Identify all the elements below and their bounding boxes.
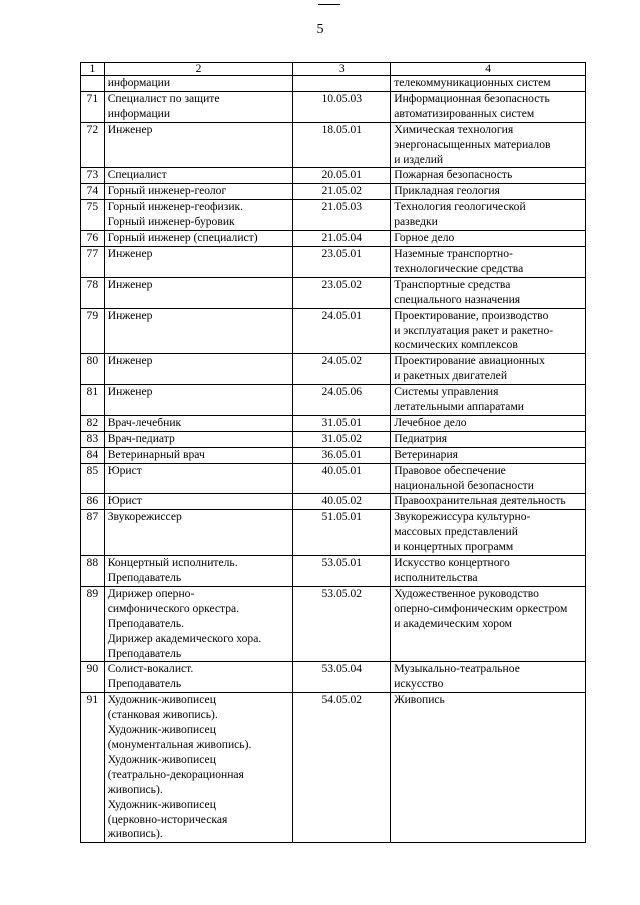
table-row — [81, 693, 586, 843]
specialty-code-cell: 36.05.01 — [293, 447, 391, 463]
specialty-name-cell: Звукорежиссура культурно- массовых представлений и концертных программ — [391, 510, 586, 556]
specialty-name-cell: Правоохранительная деятельность — [391, 494, 586, 510]
specialty-name-cell: Химическая технология энергонасыщенных материалов и изделий — [391, 122, 586, 168]
specialty-code-cell: 51.05.01 — [293, 510, 391, 556]
row-number-cell: 91 — [81, 693, 105, 843]
row-number-cell: 89 — [81, 586, 105, 662]
row-number-cell: 85 — [81, 463, 105, 494]
specialty-code-cell — [293, 76, 391, 92]
table-row — [81, 76, 586, 92]
specialty-name-cell: Системы управления летательными аппаратами — [391, 385, 586, 416]
row-number-cell: 90 — [81, 662, 105, 693]
specialty-name-cell: Музыкально-театральное искусство — [391, 662, 586, 693]
specialty-code-cell: 53.05.04 — [293, 662, 391, 693]
column-header-3: 3 — [293, 63, 391, 76]
row-number-cell: 78 — [81, 277, 105, 308]
qualification-cell: Дирижер оперно- симфонического оркестра. Преподаватель. Дирижер академического хора. Преподаватель — [104, 586, 293, 662]
table-row — [81, 122, 586, 168]
table-row — [81, 447, 586, 463]
specialty-name-cell: Живопись — [391, 693, 586, 843]
column-header-1: 1 — [81, 63, 105, 76]
page-number: 5 — [316, 22, 324, 37]
qualification-cell: Горный инженер-геолог — [104, 184, 293, 200]
specialty-name-cell: Правовое обеспечение национальной безопасности — [391, 463, 586, 494]
specialty-code-cell: 24.05.01 — [293, 308, 391, 354]
row-number-cell: 84 — [81, 447, 105, 463]
table-row — [81, 277, 586, 308]
table-row — [81, 184, 586, 200]
specialty-name-cell: Наземные транспортно- технологические средства — [391, 246, 586, 277]
qualification-cell: Юрист — [104, 494, 293, 510]
specialty-name-cell: Информационная безопасность автоматизированных систем — [391, 91, 586, 122]
table-row — [81, 556, 586, 587]
row-number-cell: 88 — [81, 556, 105, 587]
specialty-name-cell: Ветеринария — [391, 447, 586, 463]
specialty-code-cell: 18.05.01 — [293, 122, 391, 168]
specialty-code-cell: 31.05.02 — [293, 431, 391, 447]
row-number-cell: 81 — [81, 385, 105, 416]
table-row — [81, 308, 586, 354]
qualification-cell: Художник-живописец (станковая живопись). Художник-живописец (монументальная живопись). Художник-живописец (театрально-декорационная живопись). Художник-живописец (церковно-историческая живопись). — [104, 693, 293, 843]
qualification-cell: Горный инженер-геофизик. Горный инженер-буровик — [104, 200, 293, 231]
column-header-2: 2 — [104, 63, 293, 76]
specialty-code-cell: 20.05.01 — [293, 168, 391, 184]
qualification-cell: Врач-педиатр — [104, 431, 293, 447]
specialty-name-cell: Педиатрия — [391, 431, 586, 447]
qualification-cell: информации — [104, 76, 293, 92]
table-row — [81, 246, 586, 277]
qualification-cell: Ветеринарный врач — [104, 447, 293, 463]
row-number-cell: 83 — [81, 431, 105, 447]
specialty-name-cell: Пожарная безопасность — [391, 168, 586, 184]
qualification-cell: Специалист по защите информации — [104, 91, 293, 122]
table-row — [81, 231, 586, 247]
row-number-cell: 74 — [81, 184, 105, 200]
specialty-code-cell: 10.05.03 — [293, 91, 391, 122]
table-row — [81, 431, 586, 447]
row-number-cell: 79 — [81, 308, 105, 354]
row-number-cell: 75 — [81, 200, 105, 231]
specialty-name-cell: Горное дело — [391, 231, 586, 247]
column-header-4: 4 — [391, 63, 586, 76]
table-row — [81, 662, 586, 693]
qualification-cell: Горный инженер (специалист) — [104, 231, 293, 247]
qualification-cell: Инженер — [104, 277, 293, 308]
row-number-cell: 77 — [81, 246, 105, 277]
specialty-code-cell: 53.05.01 — [293, 556, 391, 587]
row-number-cell: 87 — [81, 510, 105, 556]
specialty-code-cell: 23.05.01 — [293, 246, 391, 277]
table-row — [81, 510, 586, 556]
qualification-cell: Юрист — [104, 463, 293, 494]
table-header-row — [81, 63, 586, 76]
table-row — [81, 91, 586, 122]
table-row — [81, 385, 586, 416]
qualification-cell: Солист-вокалист. Преподаватель — [104, 662, 293, 693]
specialty-name-cell: Проектирование авиационных и ракетных двигателей — [391, 354, 586, 385]
qualification-cell: Инженер — [104, 308, 293, 354]
table-row — [81, 354, 586, 385]
table-row — [81, 200, 586, 231]
table-row — [81, 168, 586, 184]
row-number-cell: 72 — [81, 122, 105, 168]
qualification-cell: Врач-лечебник — [104, 415, 293, 431]
row-number-cell: 86 — [81, 494, 105, 510]
top-rule-mark — [318, 4, 340, 5]
specialty-code-cell: 53.05.02 — [293, 586, 391, 662]
qualification-cell: Инженер — [104, 122, 293, 168]
specialty-name-cell: Лечебное дело — [391, 415, 586, 431]
specialty-code-cell: 21.05.03 — [293, 200, 391, 231]
specialty-name-cell: Искусство концертного исполнительства — [391, 556, 586, 587]
row-number-cell — [81, 76, 105, 92]
specialty-code-cell: 40.05.02 — [293, 494, 391, 510]
table-row — [81, 494, 586, 510]
specialty-code-cell: 31.05.01 — [293, 415, 391, 431]
qualification-cell: Инженер — [104, 354, 293, 385]
specialty-name-cell: Технология геологической разведки — [391, 200, 586, 231]
table-row — [81, 415, 586, 431]
specialty-code-cell: 21.05.02 — [293, 184, 391, 200]
table-row — [81, 463, 586, 494]
specialty-name-cell: Художественное руководство оперно-симфоническим оркестром и академическим хором — [391, 586, 586, 662]
row-number-cell: 71 — [81, 91, 105, 122]
table-body — [81, 76, 586, 843]
specialty-name-cell: Транспортные средства специального назначения — [391, 277, 586, 308]
specialty-name-cell: Прикладная геология — [391, 184, 586, 200]
specialty-code-cell: 21.05.04 — [293, 231, 391, 247]
qualification-cell: Инженер — [104, 246, 293, 277]
table-row — [81, 586, 586, 662]
row-number-cell: 73 — [81, 168, 105, 184]
specialty-code-cell: 23.05.02 — [293, 277, 391, 308]
specialty-code-cell: 40.05.01 — [293, 463, 391, 494]
specialties-table — [80, 62, 586, 843]
qualification-cell: Инженер — [104, 385, 293, 416]
qualification-cell: Концертный исполнитель. Преподаватель — [104, 556, 293, 587]
specialty-name-cell: телекоммуникационных систем — [391, 76, 586, 92]
row-number-cell: 82 — [81, 415, 105, 431]
specialty-name-cell: Проектирование, производство и эксплуатация ракет и ракетно- космических комплексов — [391, 308, 586, 354]
specialty-code-cell: 54.05.02 — [293, 693, 391, 843]
row-number-cell: 80 — [81, 354, 105, 385]
specialty-code-cell: 24.05.02 — [293, 354, 391, 385]
qualification-cell: Специалист — [104, 168, 293, 184]
qualification-cell: Звукорежиссер — [104, 510, 293, 556]
row-number-cell: 76 — [81, 231, 105, 247]
specialty-code-cell: 24.05.06 — [293, 385, 391, 416]
